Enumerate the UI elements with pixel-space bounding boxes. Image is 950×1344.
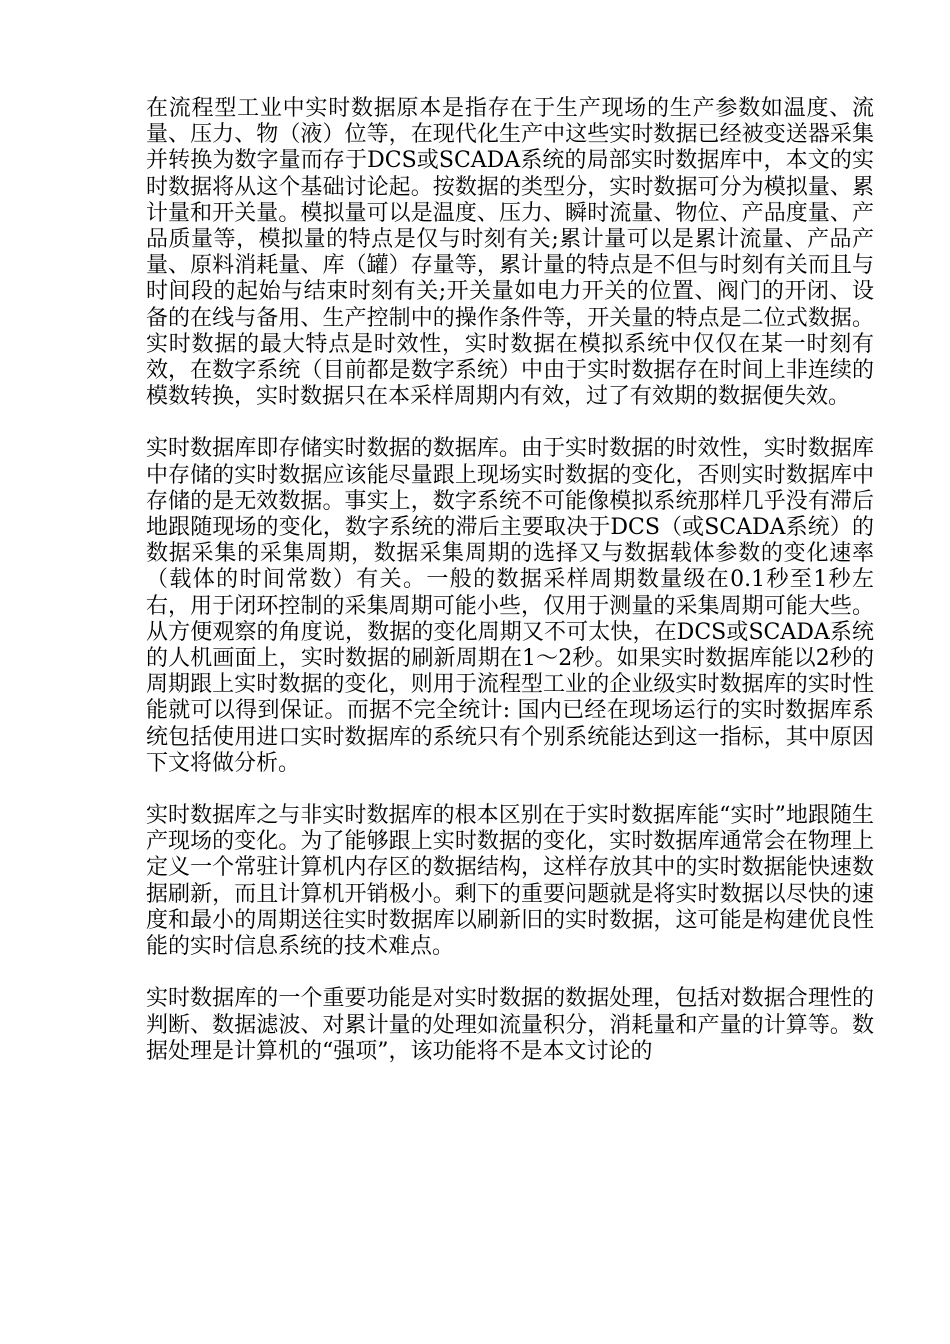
paragraph-2: 实时数据库即存储实时数据的数据库。由于实时数据的时效性，实时数据库中存储的实时数据应该能尽量跟上现场实时数据的变化，否则实时数据库中存储的是无效数据。事实上，数字系统不可能像模拟系统那样几乎没有滞后地跟随现场的变化，数字系统的滞后主要取决于DCS（或SCADA系统）的数据采集的采集周期，数据采集周期的选择又与数据载体参数的变化速率（载体的时间常数）有关。一般的数据采样周期数量级在0.1秒至1秒左右，用于闭环控制的采集周期可能小些，仅用于测量的采集周期可能大些。从方便观察的角度说，数据的变化周期又不可太快，在DCS或SCADA系统的人机画面上，实时数据的刷新周期在1～2秒。如果实时数据库能以2秒的周期跟上实时数据的变化，则用于流程型工业的企业级实时数据库的实时性能就可以得到保证。而据不完全统计: 国内已经在现场运行的实时数据库系统包括使用进口实时数据库的系统只有个别系统能达到这一指标，其中原因下文将做分析。: [146, 436, 874, 776]
paragraph-1: 在流程型工业中实时数据原本是指存在于生产现场的生产参数如温度、流量、压力、物（液）位等，在现代化生产中这些实时数据已经被变送器采集并转换为数字量而存于DCS或SCADA系统的局部实时数据库中，本文的实时数据将从这个基础讨论起。按数据的类型分，实时数据可分为模拟量、累计量和开关量。模拟量可以是温度、压力、瞬时流量、物位、产品度量、产品质量等，模拟量的特点是仅与时刻有关;累计量可以是累计流量、产品产量、原料消耗量、库（罐）存量等，累计量的特点是不但与时刻有关而且与时间段的起始与结束时刻有关;开关量如电力开关的位置、阀门的开闭、设备的在线与备用、生产控制中的操作条件等，开关量的特点是二位式数据。实时数据的最大特点是时效性，实时数据在模拟系统中仅仅在某一时刻有效，在数字系统（目前都是数字系统）中由于实时数据存在时间上非连续的模数转换，实时数据只在本采样周期内有效，过了有效期的数据便失效。: [146, 96, 874, 410]
paragraph-gap: [146, 410, 874, 436]
paragraph-gap: [146, 960, 874, 986]
paragraph-3: 实时数据库之与非实时数据库的根本区别在于实时数据库能“实时”地跟随生产现场的变化。为了能够跟上实时数据的变化，实时数据库通常会在物理上定义一个常驻计算机内存区的数据结构，这样存放其中的实时数据能快速数据刷新，而且计算机开销极小。剩下的重要问题就是将实时数据以尽快的速度和最小的周期送往实时数据库以刷新旧的实时数据，这可能是构建优良性能的实时信息系统的技术难点。: [146, 803, 874, 960]
paragraph-gap: [146, 777, 874, 803]
document-body: [146, 96, 874, 1065]
paragraph-4: 实时数据库的一个重要功能是对实时数据的数据处理，包括对数据合理性的判断、数据滤波、对累计量的处理如流量积分，消耗量和产量的计算等。数据处理是计算机的“强项”，该功能将不是本文讨论的: [146, 986, 874, 1064]
